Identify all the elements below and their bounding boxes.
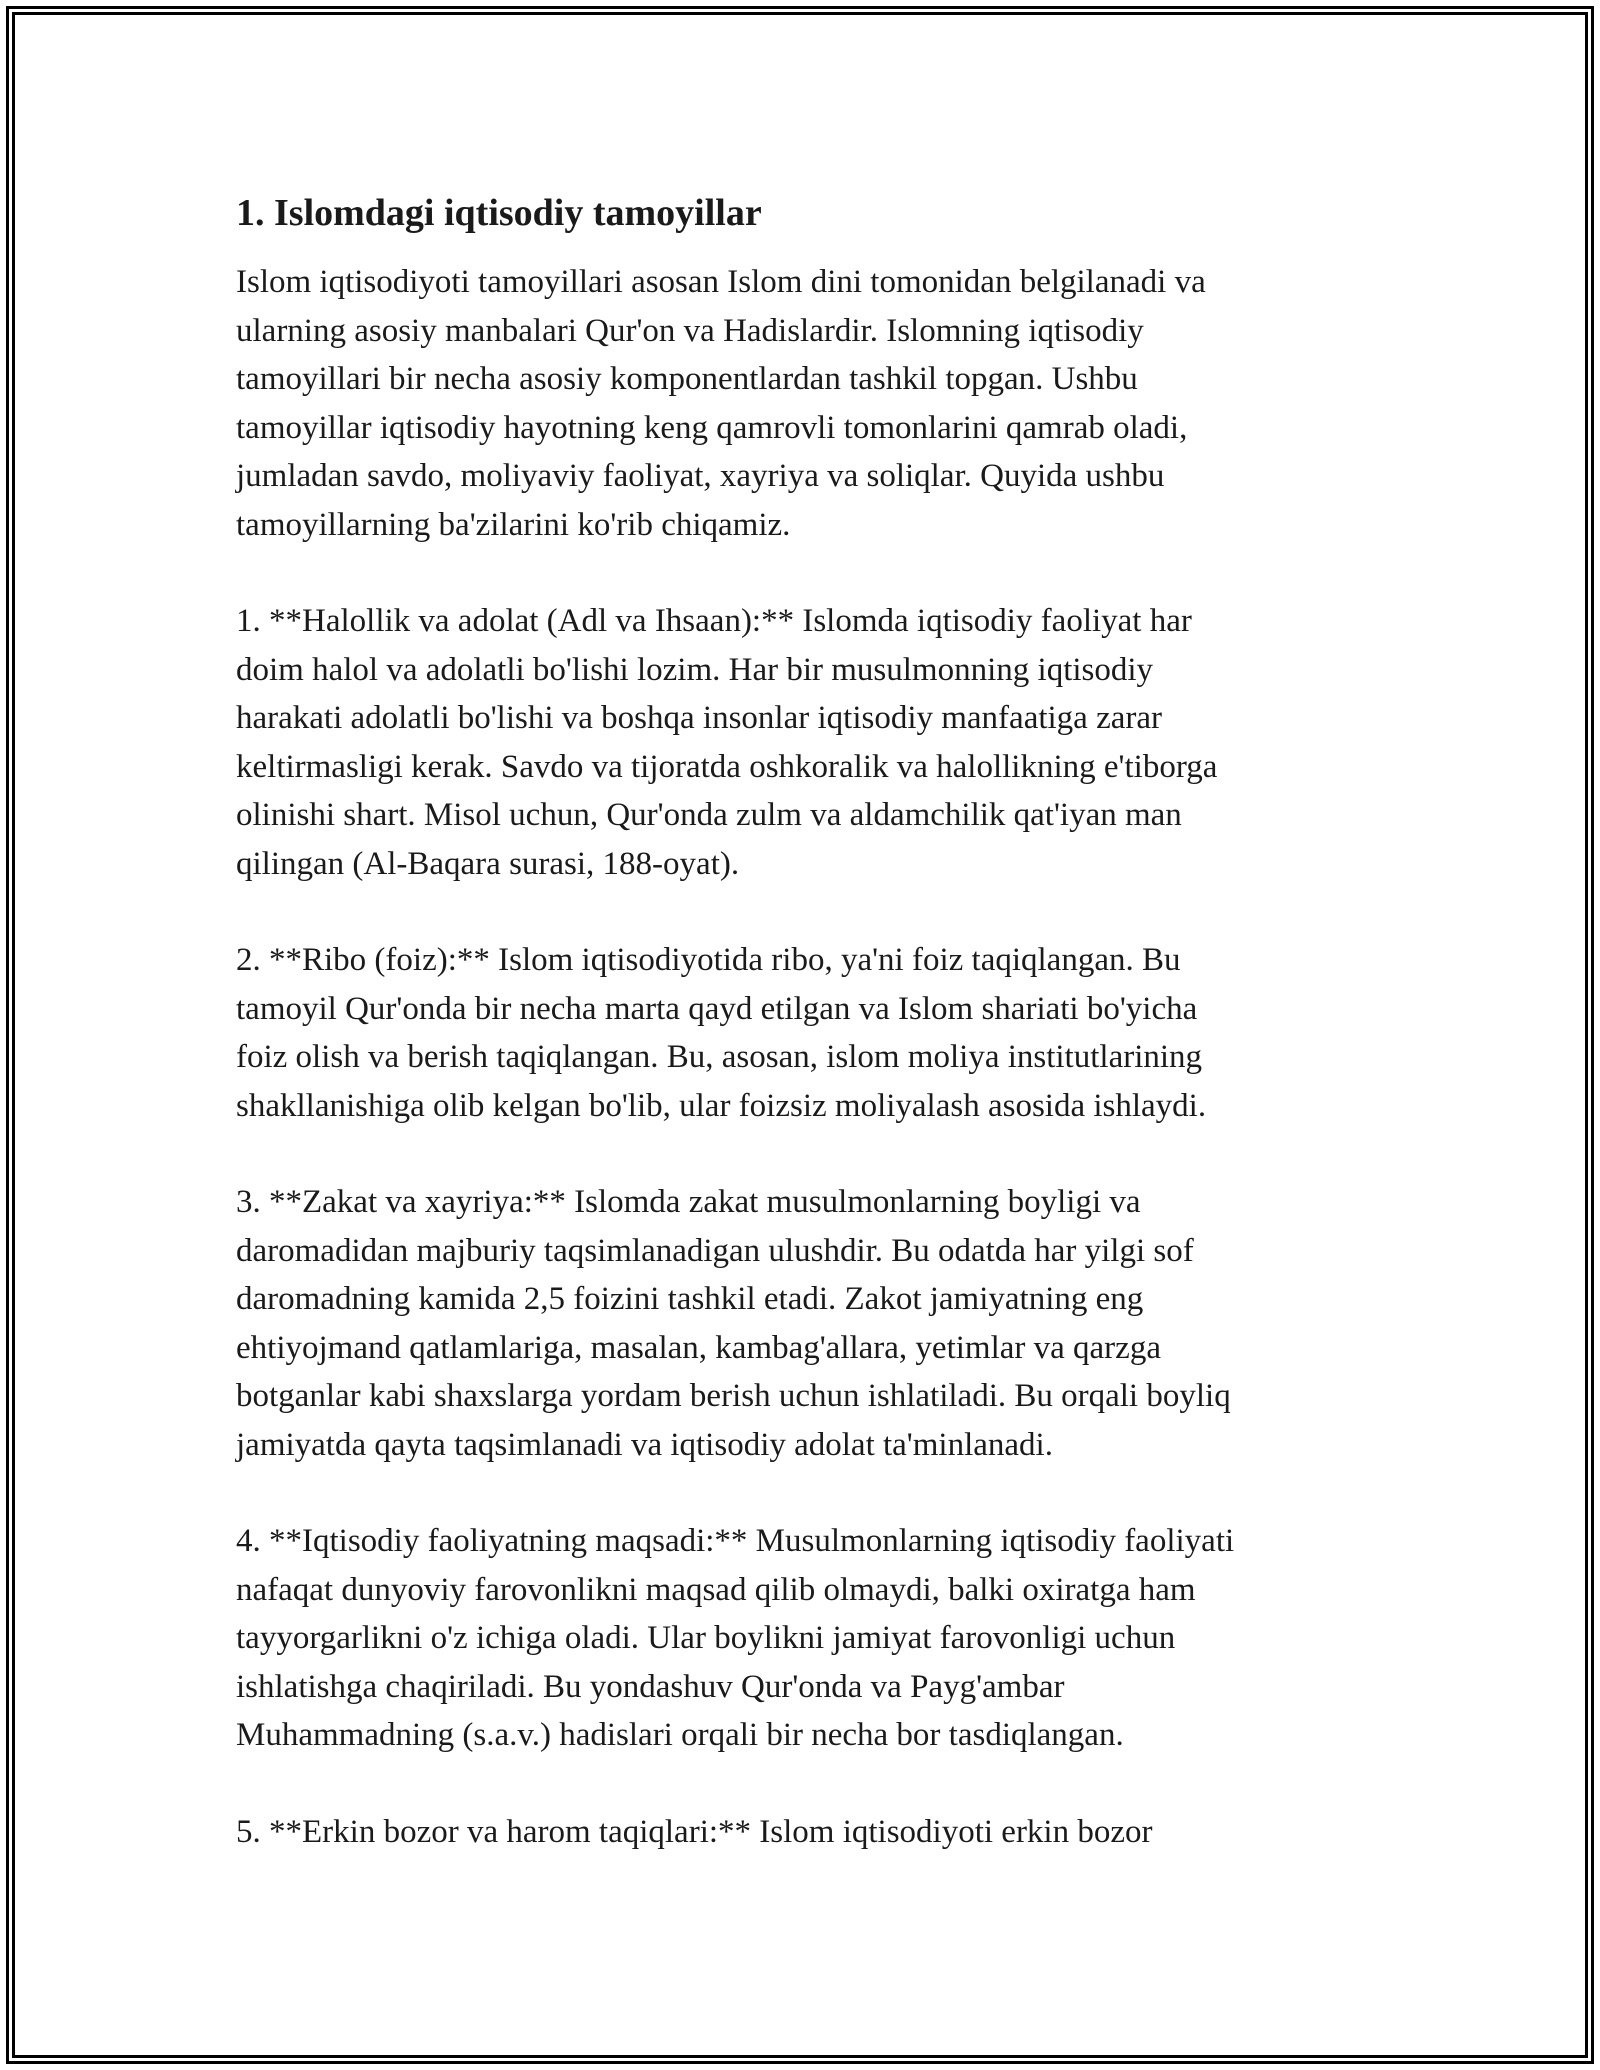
paragraph-point-4: 4. **Iqtisodiy faoliyatning maqsadi:** Musulmonlarning iqtisodiy faoliyati nafaqat dunyoviy farovonlikni maqsad qilib olmaydi, balki oxiratga ham tayyorgarlikni o'z ichiga oladi. Ular boylikni jamiyat farovonligi uchun ishlatishga chaqiriladi. Bu yondashuv Qur'onda va Payg'ambar Muhammadning (s.a.v.) hadislari orqali bir necha bor tasdiqlangan. xyxy=(236,1523,1235,1753)
paragraph-point-2: 2. **Ribo (foiz):** Islom iqtisodiyotida ribo, ya'ni foiz taqiqlangan. Bu tamoyil Qur'onda bir necha marta qayd etilgan va Islom shariati bo'yicha foiz olish va berish taqiqlangan. Bu, asosan, islom moliya institutlarining shakllanishiga olib kelgan bo'lib, ular foizsiz moliyalash asosida ishlaydi. xyxy=(236,942,1207,1124)
paragraph-point-1: 1. **Halollik va adolat (Adl va Ihsaan):** Islomda iqtisodiy faoliyat har doim halol va adolatli bo'lishi lozim. Har bir musulmonning iqtisodiy harakati adolatli bo'lishi va boshqa insonlar iqtisodiy manfaatiga zarar keltirmasligi kerak. Savdo va tijoratda oshkoralik va halollikning e'tiborga olinishi shart. Misol uchun, Qur'onda zulm va aldamchilik qat'iyan man qilingan (Al-Baqara surasi, 188-oyat). xyxy=(236,603,1218,882)
paragraph-point-5: 5. **Erkin bozor va harom taqiqlari:** Islom iqtisodiyoti erkin bozor xyxy=(236,1813,1153,1850)
paragraph-point-3: 3. **Zakat va xayriya:** Islomda zakat musulmonlarning boyligi va daromadidan majburiy taqsimlanadigan ulushdir. Bu odatda har yilgi sof daromadning kamida 2,5 foizini tashkil etadi. Zakot jamiyatning eng ehtiyojmand qatlamlariga, masalan, kambag'allara, yetimlar va qarzga botganlar kabi shaxslarga yordam berish uchun ishlatiladi. Bu orqali boyliq jamiyatda qayta taqsimlanadi va iqtisodiy adolat ta'minlanadi. xyxy=(236,1184,1231,1463)
document-title: 1. Islomdagi iqtisodiy tamoyillar xyxy=(236,192,762,234)
paragraph-intro: Islom iqtisodiyoti tamoyillari asosan Islom dini tomonidan belgilanadi va ularning asosiy manbalari Qur'on va Hadislardir. Islomning iqtisodiy tamoyillari bir necha asosiy komponentlardan tashkil topgan. Ushbu tamoyillar iqtisodiy hayotning keng qamrovli tomonlarini qamrab oladi, jumladan savdo, moliyaviy faoliyat, xayriya va soliqlar. Quyida ushbu tamoyillarning ba'zilarini ko'rib chiqamiz. xyxy=(236,264,1206,543)
document-body xyxy=(236,188,1366,1904)
